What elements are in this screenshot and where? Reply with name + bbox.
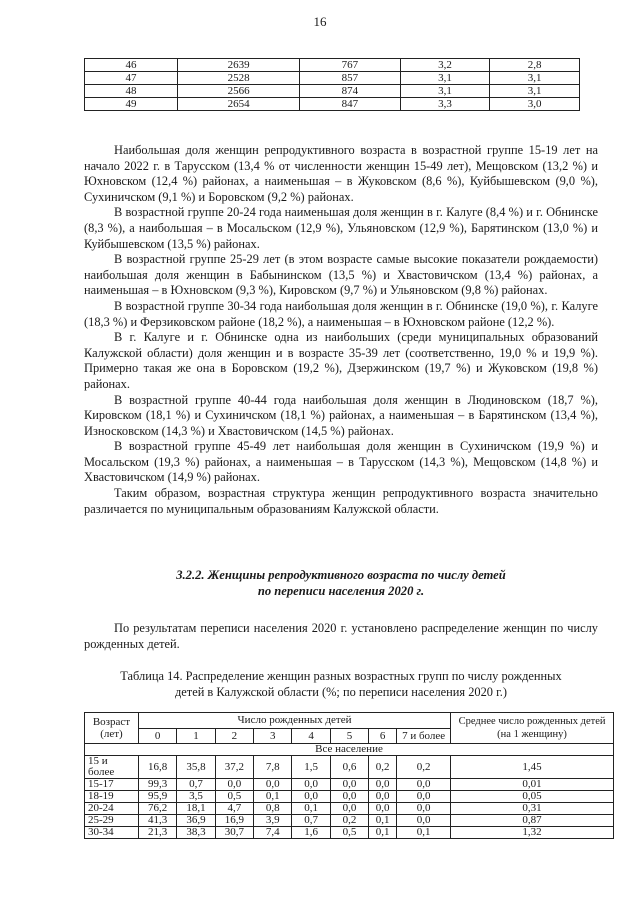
percent-cell: 21,3 [138, 827, 176, 839]
average-children-cell: 0,31 [451, 803, 614, 815]
table-cell: 3,0 [490, 98, 580, 111]
body-text [84, 143, 598, 517]
percent-cell: 0,5 [330, 827, 368, 839]
children-column-header: 7 и более [397, 728, 451, 744]
children-column-header: 3 [254, 728, 292, 744]
percent-cell: 0,0 [397, 779, 451, 791]
table-cell: 857 [300, 72, 401, 85]
table-cell: 46 [85, 59, 178, 72]
age-header: Возраст (лет) [85, 713, 139, 744]
age-group-cell: 18-19 [85, 791, 139, 803]
table-row [85, 791, 614, 803]
children-column-header: 4 [292, 728, 330, 744]
percent-cell: 18,1 [177, 803, 215, 815]
average-children-cell: 1,32 [451, 827, 614, 839]
percent-cell: 16,8 [138, 756, 176, 779]
table-row [85, 59, 580, 72]
percent-cell: 0,2 [330, 815, 368, 827]
intro-paragraph: По результатам переписи населения 2020 г. установлено распределение женщин по числу рожденных детей. [84, 621, 598, 651]
percent-cell: 16,9 [215, 815, 253, 827]
paragraph: В возрастной группе 20-24 года наименьшая доля женщин в г. Калуге (8,4 %) и г. Обнинске (8,3 %), а наибольшая – в Мосальском (12,9 %), Ульяновском (12,9 %), Барятинском (13,0 %) и Куйбышевском (13,5 %) районах. [84, 205, 598, 251]
age-group-cell: 20-24 [85, 803, 139, 815]
section-heading [84, 567, 598, 599]
paragraph: В возрастной группе 30-34 года наибольшая доля женщин в г. Обнинске (19,0 %), г. Калуге (18,3 %) и Ферзиковском районе (18,2 %), а наименьшая – в Юхновском районе (12,2 %). [84, 298, 598, 329]
average-children-cell: 0,87 [451, 815, 614, 827]
average-children-header: Среднее число рожденных детей (на 1 женщину) [451, 713, 614, 744]
table-row [85, 815, 614, 827]
table-cell: 3,1 [400, 72, 490, 85]
age-group-cell: 25-29 [85, 815, 139, 827]
percent-cell: 1,6 [292, 827, 330, 839]
percent-cell: 0,0 [397, 803, 451, 815]
table-cell: 47 [85, 72, 178, 85]
percent-cell: 0,2 [369, 756, 397, 779]
table-cell: 3,3 [400, 98, 490, 111]
table-row [85, 779, 614, 791]
percent-cell: 1,5 [292, 756, 330, 779]
table-cell: 767 [300, 59, 401, 72]
page-number: 16 [313, 14, 327, 29]
percent-cell: 99,3 [138, 779, 176, 791]
table-cell: 2,8 [490, 59, 580, 72]
percent-cell: 0,0 [330, 779, 368, 791]
children-column-header: 2 [215, 728, 253, 744]
paragraph: В возрастной группе 45-49 лет наибольшая доля женщин в Сухиничском (19,9 %) и Мосальском (19,3 %) районах, а наименьшая – в Тарусском (14,3 %), Мещовском (14,8 %) и Хвастовичском (14,9 %) районах. [84, 439, 598, 485]
age-group-cell: 30-34 [85, 827, 139, 839]
table-caption-line: Таблица 14. Распределение женщин разных возрастных групп по числу рожденных [120, 669, 562, 683]
percent-cell: 0,0 [369, 779, 397, 791]
paragraph: В возрастной группе 40-44 года наибольшая доля женщин в Людиновском (18,7 %), Кировском (18,1 %) и Сухиничском (18,1 %) районах, а наименьшая – в Барятинском (13,4 %), Износковском (14,3 %) и Хвастовичском (14,5 %) районах. [84, 392, 598, 438]
continuation-table [84, 58, 580, 111]
table-cell: 2528 [178, 72, 300, 85]
table-cell: 3,2 [400, 59, 490, 72]
age-group-cell: 15-17 [85, 779, 139, 791]
table-row [85, 827, 614, 839]
children-count-header: Число рожденных детей [138, 713, 450, 729]
percent-cell: 0,0 [292, 779, 330, 791]
section-row-label: Все население [85, 744, 614, 756]
table-cell: 49 [85, 98, 178, 111]
percent-cell: 0,2 [397, 756, 451, 779]
children-column-header: 1 [177, 728, 215, 744]
percent-cell: 36,9 [177, 815, 215, 827]
percent-cell: 0,5 [215, 791, 253, 803]
section-heading-line: по переписи населения 2020 г. [257, 584, 425, 598]
percent-cell: 0,0 [292, 791, 330, 803]
average-children-cell: 1,45 [451, 756, 614, 779]
paragraph: В г. Калуге и г. Обнинске одна из наибольших (среди муниципальных образований Калужской области) доля женщин и в возрасте 35-39 лет (соответственно, 19,0 % и 19,9 %). Примерно такая же она в Боровском (19,2 %), Дзержинском (19,7 %) и Жуковском (19,8 %) районах. [84, 330, 598, 391]
paragraph: Таким образом, возрастная структура женщин репродуктивного возраста значительно различается по муниципальным образованиям Калужской области. [84, 486, 598, 516]
percent-cell: 0,7 [292, 815, 330, 827]
percent-cell: 0,1 [369, 815, 397, 827]
percent-cell: 35,8 [177, 756, 215, 779]
percent-cell: 0,1 [369, 827, 397, 839]
percent-cell: 0,6 [330, 756, 368, 779]
percent-cell: 95,9 [138, 791, 176, 803]
percent-cell: 4,7 [215, 803, 253, 815]
percent-cell: 7,4 [254, 827, 292, 839]
table-row [85, 756, 614, 779]
percent-cell: 37,2 [215, 756, 253, 779]
table-row [85, 72, 580, 85]
percent-cell: 0,0 [397, 815, 451, 827]
percent-cell: 0,0 [369, 791, 397, 803]
table-row [85, 803, 614, 815]
percent-cell: 41,3 [138, 815, 176, 827]
table-cell: 874 [300, 85, 401, 98]
table-cell: 2566 [178, 85, 300, 98]
percent-cell: 3,5 [177, 791, 215, 803]
table-caption [84, 668, 598, 700]
children-column-header: 0 [138, 728, 176, 744]
percent-cell: 7,8 [254, 756, 292, 779]
percent-cell: 0,1 [292, 803, 330, 815]
table-caption-line: детей в Калужской области (%; по переписи населения 2020 г.) [174, 685, 508, 699]
table-cell: 3,1 [490, 85, 580, 98]
percent-cell: 0,0 [330, 803, 368, 815]
table-row [85, 85, 580, 98]
percent-cell: 0,0 [254, 779, 292, 791]
table-row [85, 98, 580, 111]
percent-cell: 76,2 [138, 803, 176, 815]
percent-cell: 38,3 [177, 827, 215, 839]
percent-cell: 0,1 [254, 791, 292, 803]
children-column-header: 5 [330, 728, 368, 744]
percent-cell: 3,9 [254, 815, 292, 827]
average-children-cell: 0,01 [451, 779, 614, 791]
table-cell: 2654 [178, 98, 300, 111]
paragraph: Наибольшая доля женщин репродуктивного возраста в возрастной группе 15-19 лет на начало 2022 г. в Тарусском (13,4 % от численности женщин 15-49 лет), Мещовском (13,2 %) и Юхновском (12,4 %) районах, а наименьшая – в Жуковском (8,6 %), Куйбышевском (9,0 %), Сухиничском (9,1 %) и Боровском (9,2 %) районах. [84, 143, 598, 204]
percent-cell: 0,8 [254, 803, 292, 815]
average-children-cell: 0,05 [451, 791, 614, 803]
percent-cell: 30,7 [215, 827, 253, 839]
paragraph: В возрастной группе 25-29 лет (в этом возрасте самые высокие показатели рождаемости) наибольшая доля женщин в Бабынинском (13,5 %) и Хвастовичском (13,4 %) районах, а наименьшая – в Юхновском (9,3 %), Кировском (9,7 %) и Ульяновском (9,8 %) районах. [84, 252, 598, 298]
age-group-cell: 15 и более [85, 756, 139, 779]
table-cell: 48 [85, 85, 178, 98]
percent-cell: 0,0 [369, 803, 397, 815]
percent-cell: 0,0 [330, 791, 368, 803]
percent-cell: 0,7 [177, 779, 215, 791]
children-column-header: 6 [369, 728, 397, 744]
table-cell: 847 [300, 98, 401, 111]
percent-cell: 0,0 [397, 791, 451, 803]
table-cell: 2639 [178, 59, 300, 72]
table-cell: 3,1 [490, 72, 580, 85]
table-cell: 3,1 [400, 85, 490, 98]
percent-cell: 0,1 [397, 827, 451, 839]
children-distribution-table [84, 712, 614, 839]
percent-cell: 0,0 [215, 779, 253, 791]
section-heading-line: 3.2.2. Женщины репродуктивного возраста по числу детей [176, 568, 506, 582]
